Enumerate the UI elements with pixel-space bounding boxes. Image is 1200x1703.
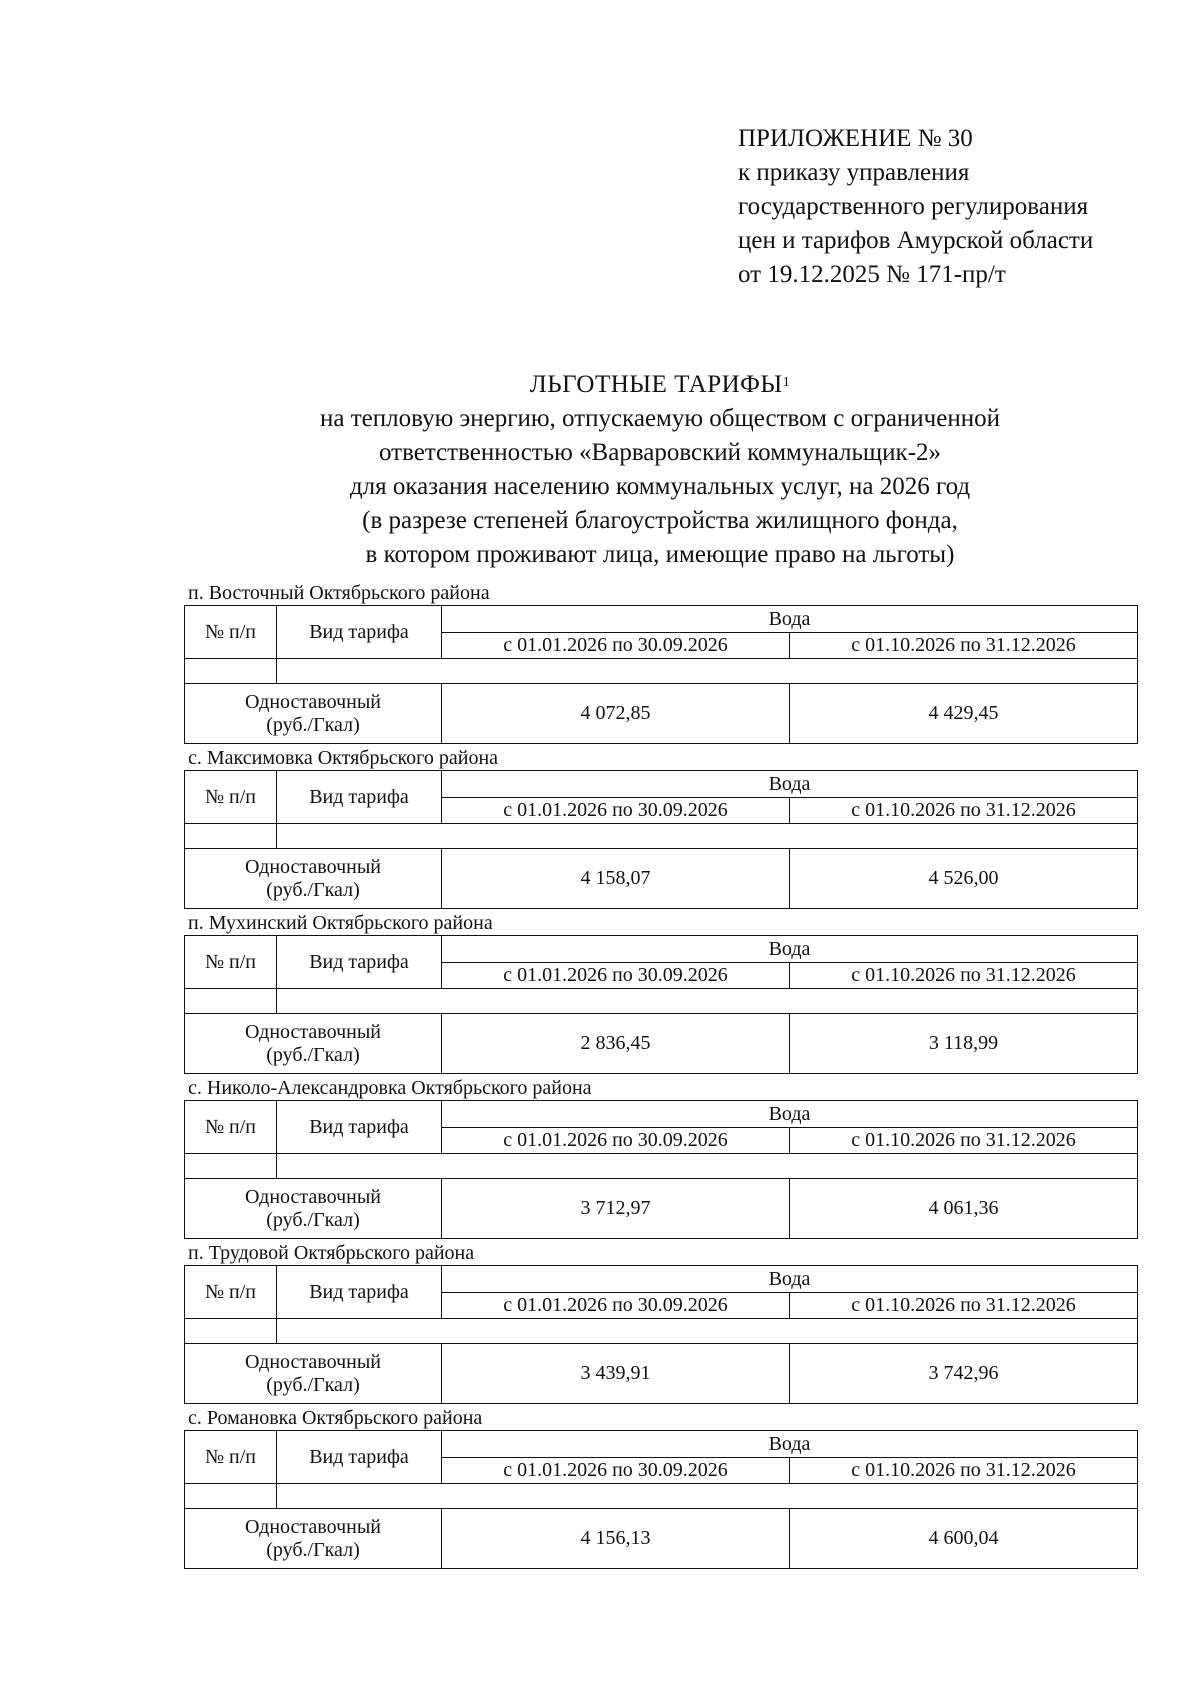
header-type: Вид тарифа bbox=[277, 771, 442, 824]
empty-cell bbox=[277, 1319, 1138, 1344]
header-num: № п/п bbox=[185, 936, 277, 989]
header-num: № п/п bbox=[185, 1431, 277, 1484]
tariff-value-period-2: 4 429,45 bbox=[790, 684, 1138, 744]
header-num: № п/п bbox=[185, 606, 277, 659]
header-type: Вид тарифа bbox=[277, 1266, 442, 1319]
title-line: в котором проживают лица, имеющие право на льготы) bbox=[365, 541, 955, 568]
header-period-1: с 01.01.2026 по 30.09.2026 bbox=[442, 963, 790, 989]
tariff-name: Одноставочный bbox=[245, 1515, 381, 1538]
empty-cell bbox=[277, 824, 1138, 849]
title-line: (в разрезе степеней благоустройства жилищного фонда, bbox=[362, 507, 958, 534]
header-period-2: с 01.10.2026 по 31.12.2026 bbox=[790, 963, 1138, 989]
header-period-2: с 01.10.2026 по 31.12.2026 bbox=[790, 1458, 1138, 1484]
header-type: Вид тарифа bbox=[277, 1101, 442, 1154]
tariff-unit: (руб./Гкал) bbox=[266, 1208, 360, 1231]
header-water: Вода bbox=[442, 936, 1138, 963]
section-heading: п. Восточный Октябрьского района bbox=[188, 582, 490, 604]
section-heading: п. Трудовой Октябрьского района bbox=[188, 1242, 475, 1264]
appendix-block bbox=[738, 122, 1178, 292]
empty-cell bbox=[277, 1484, 1138, 1509]
tariff-value-period-1: 4 156,13 bbox=[442, 1509, 790, 1569]
appendix-line: к приказу управления bbox=[738, 159, 970, 186]
tariff-table bbox=[184, 605, 1138, 744]
empty-cell bbox=[185, 1319, 277, 1344]
header-period-2: с 01.10.2026 по 31.12.2026 bbox=[790, 1128, 1138, 1154]
document-title-block bbox=[160, 368, 1160, 572]
tariff-table bbox=[184, 1100, 1138, 1239]
tariff-unit: (руб./Гкал) bbox=[266, 1043, 360, 1066]
title-text: ЛЬГОТНЫЕ ТАРИФЫ bbox=[529, 371, 783, 398]
tariff-type-cell bbox=[185, 1179, 442, 1239]
header-num: № п/п bbox=[185, 1266, 277, 1319]
header-period-1: с 01.01.2026 по 30.09.2026 bbox=[442, 1293, 790, 1319]
title-line: ответственностью «Варваровский коммунальщик-2» bbox=[378, 439, 942, 466]
tariff-value-period-1: 4 072,85 bbox=[442, 684, 790, 744]
header-num: № п/п bbox=[185, 771, 277, 824]
appendix-line: ПРИЛОЖЕНИЕ № 30 bbox=[738, 125, 973, 152]
tariff-type-cell bbox=[185, 849, 442, 909]
tariff-type-cell bbox=[185, 684, 442, 744]
tariff-name: Одноставочный bbox=[245, 855, 381, 878]
tariff-table bbox=[184, 770, 1138, 909]
tariff-type-cell bbox=[185, 1344, 442, 1404]
header-period-2: с 01.10.2026 по 31.12.2026 bbox=[790, 1293, 1138, 1319]
header-period-1: с 01.01.2026 по 30.09.2026 bbox=[442, 1128, 790, 1154]
header-water: Вода bbox=[442, 1101, 1138, 1128]
tariff-value-period-2: 4 526,00 bbox=[790, 849, 1138, 909]
title-line: на тепловую энергию, отпускаемую обществом с ограниченной bbox=[320, 405, 1000, 432]
tariff-section bbox=[184, 1241, 1137, 1406]
tariff-name: Одноставочный bbox=[245, 1185, 381, 1208]
appendix-line: цен и тарифов Амурской области bbox=[738, 227, 1094, 254]
empty-cell bbox=[185, 1484, 277, 1509]
appendix-line: государственного регулирования bbox=[738, 193, 1089, 220]
tariff-unit: (руб./Гкал) bbox=[266, 713, 360, 736]
header-type: Вид тарифа bbox=[277, 1431, 442, 1484]
tariff-section bbox=[184, 911, 1137, 1076]
tariff-name: Одноставочный bbox=[245, 1020, 381, 1043]
tariff-type-cell bbox=[185, 1509, 442, 1569]
header-water: Вода bbox=[442, 1431, 1138, 1458]
appendix-line: от 19.12.2025 № 171-пр/т bbox=[738, 261, 1006, 288]
tariff-table bbox=[184, 1265, 1138, 1404]
title-line: для оказания населению коммунальных услуг, на 2026 год bbox=[349, 473, 971, 500]
section-heading: с. Романовка Октябрьского района bbox=[188, 1407, 483, 1429]
empty-cell bbox=[185, 659, 277, 684]
tariff-value-period-2: 3 742,96 bbox=[790, 1344, 1138, 1404]
header-period-1: с 01.01.2026 по 30.09.2026 bbox=[442, 798, 790, 824]
empty-cell bbox=[277, 1154, 1138, 1179]
header-type: Вид тарифа bbox=[277, 936, 442, 989]
header-water: Вода bbox=[442, 771, 1138, 798]
tariff-section bbox=[184, 581, 1137, 746]
tariff-unit: (руб./Гкал) bbox=[266, 1538, 360, 1561]
header-period-1: с 01.01.2026 по 30.09.2026 bbox=[442, 1458, 790, 1484]
tariff-value-period-1: 4 158,07 bbox=[442, 849, 790, 909]
tariff-section bbox=[184, 1076, 1137, 1241]
empty-cell bbox=[185, 824, 277, 849]
tariff-value-period-1: 3 712,97 bbox=[442, 1179, 790, 1239]
section-heading: п. Мухинский Октябрьского района bbox=[188, 912, 493, 934]
document-title bbox=[160, 368, 1160, 402]
tariff-type-cell bbox=[185, 1014, 442, 1074]
empty-cell bbox=[185, 989, 277, 1014]
empty-cell bbox=[277, 659, 1138, 684]
footnote-mark: 1 bbox=[782, 375, 791, 390]
header-water: Вода bbox=[442, 1266, 1138, 1293]
header-period-2: с 01.10.2026 по 31.12.2026 bbox=[790, 798, 1138, 824]
tariff-section bbox=[184, 746, 1137, 911]
header-num: № п/п bbox=[185, 1101, 277, 1154]
tariff-value-period-1: 3 439,91 bbox=[442, 1344, 790, 1404]
header-type: Вид тарифа bbox=[277, 606, 442, 659]
tariff-name: Одноставочный bbox=[245, 690, 381, 713]
tariff-section bbox=[184, 1406, 1137, 1571]
section-heading: с. Максимовка Октябрьского района bbox=[188, 747, 499, 769]
tariff-value-period-1: 2 836,45 bbox=[442, 1014, 790, 1074]
header-period-2: с 01.10.2026 по 31.12.2026 bbox=[790, 633, 1138, 659]
header-water: Вода bbox=[442, 606, 1138, 633]
tariff-sections bbox=[184, 581, 1137, 1571]
tariff-unit: (руб./Гкал) bbox=[266, 878, 360, 901]
tariff-value-period-2: 3 118,99 bbox=[790, 1014, 1138, 1074]
tariff-table bbox=[184, 935, 1138, 1074]
tariff-table bbox=[184, 1430, 1138, 1569]
tariff-name: Одноставочный bbox=[245, 1350, 381, 1373]
tariff-value-period-2: 4 600,04 bbox=[790, 1509, 1138, 1569]
section-heading: с. Николо-Александровка Октябрьского района bbox=[188, 1077, 592, 1099]
tariff-value-period-2: 4 061,36 bbox=[790, 1179, 1138, 1239]
header-period-1: с 01.01.2026 по 30.09.2026 bbox=[442, 633, 790, 659]
empty-cell bbox=[185, 1154, 277, 1179]
empty-cell bbox=[277, 989, 1138, 1014]
tariff-unit: (руб./Гкал) bbox=[266, 1373, 360, 1396]
